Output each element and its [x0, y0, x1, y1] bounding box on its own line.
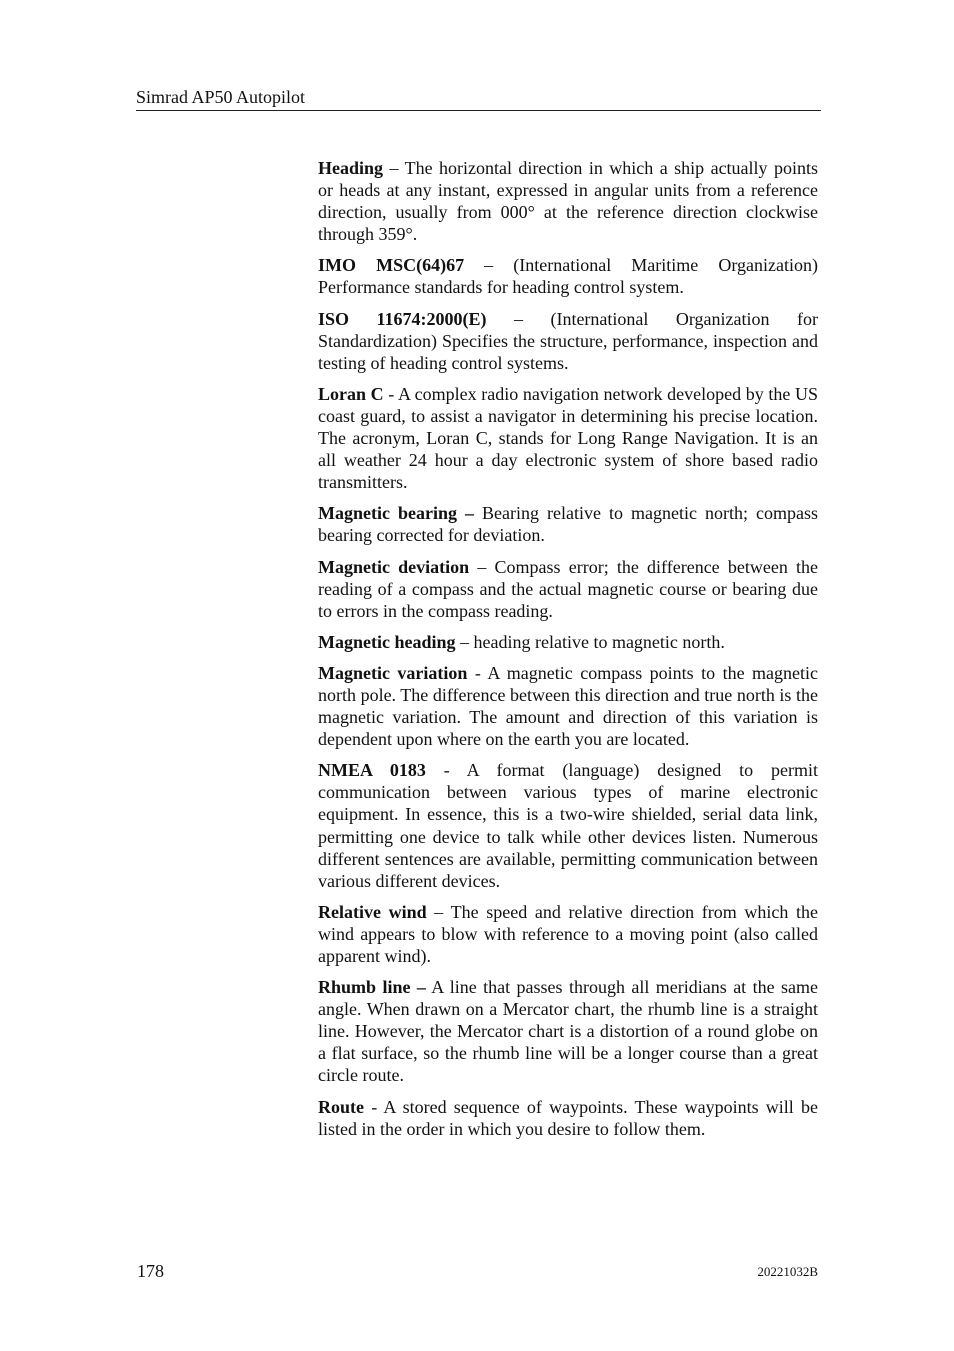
glossary-term: ISO 11674:2000(E)	[318, 308, 487, 329]
glossary-term: Magnetic variation	[318, 662, 468, 683]
glossary-definition: - A complex radio navigation network developed by the US coast guard, to assist a navigator in determining his precise location. The acronym, Loran C, stands for Long Range Navigation. It is an all weather 24 hour a day electronic system of shore based radio transmitters.	[318, 383, 818, 493]
glossary-entry-imo	[318, 254, 818, 298]
glossary-entry-route	[318, 1096, 818, 1140]
glossary-term: Magnetic bearing –	[318, 503, 475, 524]
glossary-term: Route	[318, 1096, 364, 1117]
glossary-term: Loran C	[318, 383, 384, 404]
glossary-definition: - A stored sequence of waypoints. These waypoints will be listed in the order in which you desire to follow them.	[318, 1096, 818, 1139]
running-header	[136, 86, 821, 111]
glossary-definition: – (International Maritime Organization) Performance standards for heading control system.	[318, 255, 818, 298]
glossary-entry-heading	[318, 157, 818, 245]
glossary-definition: - A magnetic compass points to the magnetic north pole. The difference between this direction and true north is the magnetic variation. The amount and direction of this variation is dependent upon where on the earth you are located.	[318, 662, 818, 750]
glossary-term: Relative wind	[318, 901, 427, 922]
glossary-term: NMEA 0183	[318, 760, 426, 781]
glossary-definition: Bearing relative to magnetic north; compass bearing corrected for deviation.	[318, 503, 818, 546]
glossary-definition: A line that passes through all meridians at the same angle. When drawn on a Mercator chart, the rhumb line is a straight line. However, the Mercator chart is a distortion of a round globe on a flat surface, so the rhumb line will be a longer course than a great circle route.	[318, 977, 819, 1086]
glossary-list	[318, 157, 818, 1149]
glossary-term: IMO MSC(64)67	[318, 255, 465, 276]
glossary-definition: – heading relative to magnetic north.	[455, 631, 725, 652]
glossary-entry-rhumb-line	[318, 976, 818, 1086]
glossary-entry-magnetic-bearing	[318, 502, 818, 546]
glossary-entry-magnetic-variation	[318, 662, 818, 750]
glossary-definition: – The horizontal direction in which a ship actually points or heads at any instant, expressed in angular units from a reference direction, usually from 000° at the reference direction clockwise through 359°.	[318, 158, 818, 245]
glossary-entry-relative-wind	[318, 901, 818, 967]
glossary-definition: – Compass error; the difference between the reading of a compass and the actual magnetic course or bearing due to errors in the compass reading.	[318, 556, 818, 621]
glossary-term: Rhumb line –	[318, 977, 426, 998]
glossary-entry-iso	[318, 308, 818, 374]
glossary-definition: - A format (language) designed to permit communication between various types of marine electronic equipment. In essence, this is a two-wire shielded, serial data link, permitting one device to talk while other devices listen. Numerous different sentences are available, permitting communication between various different devices.	[318, 760, 818, 891]
glossary-entry-loran-c	[318, 383, 818, 493]
glossary-term: Heading	[318, 158, 384, 178]
glossary-definition: – (International Organization for Standardization) Specifies the structure, performance, inspection and testing of heading control systems.	[318, 308, 818, 373]
glossary-entry-magnetic-deviation	[318, 556, 818, 622]
glossary-entry-nmea-0183	[318, 759, 818, 892]
page-number: 178	[137, 1261, 164, 1281]
running-header-title: Simrad AP50 Autopilot	[136, 87, 306, 107]
document-number: 20221032B	[757, 1264, 818, 1279]
glossary-entry-magnetic-heading	[318, 631, 818, 653]
glossary-term: Magnetic heading	[318, 631, 456, 652]
glossary-term: Magnetic deviation	[318, 556, 470, 577]
glossary-definition: – The speed and relative direction from which the wind appears to blow with reference to a moving point (also called apparent wind).	[318, 901, 818, 966]
